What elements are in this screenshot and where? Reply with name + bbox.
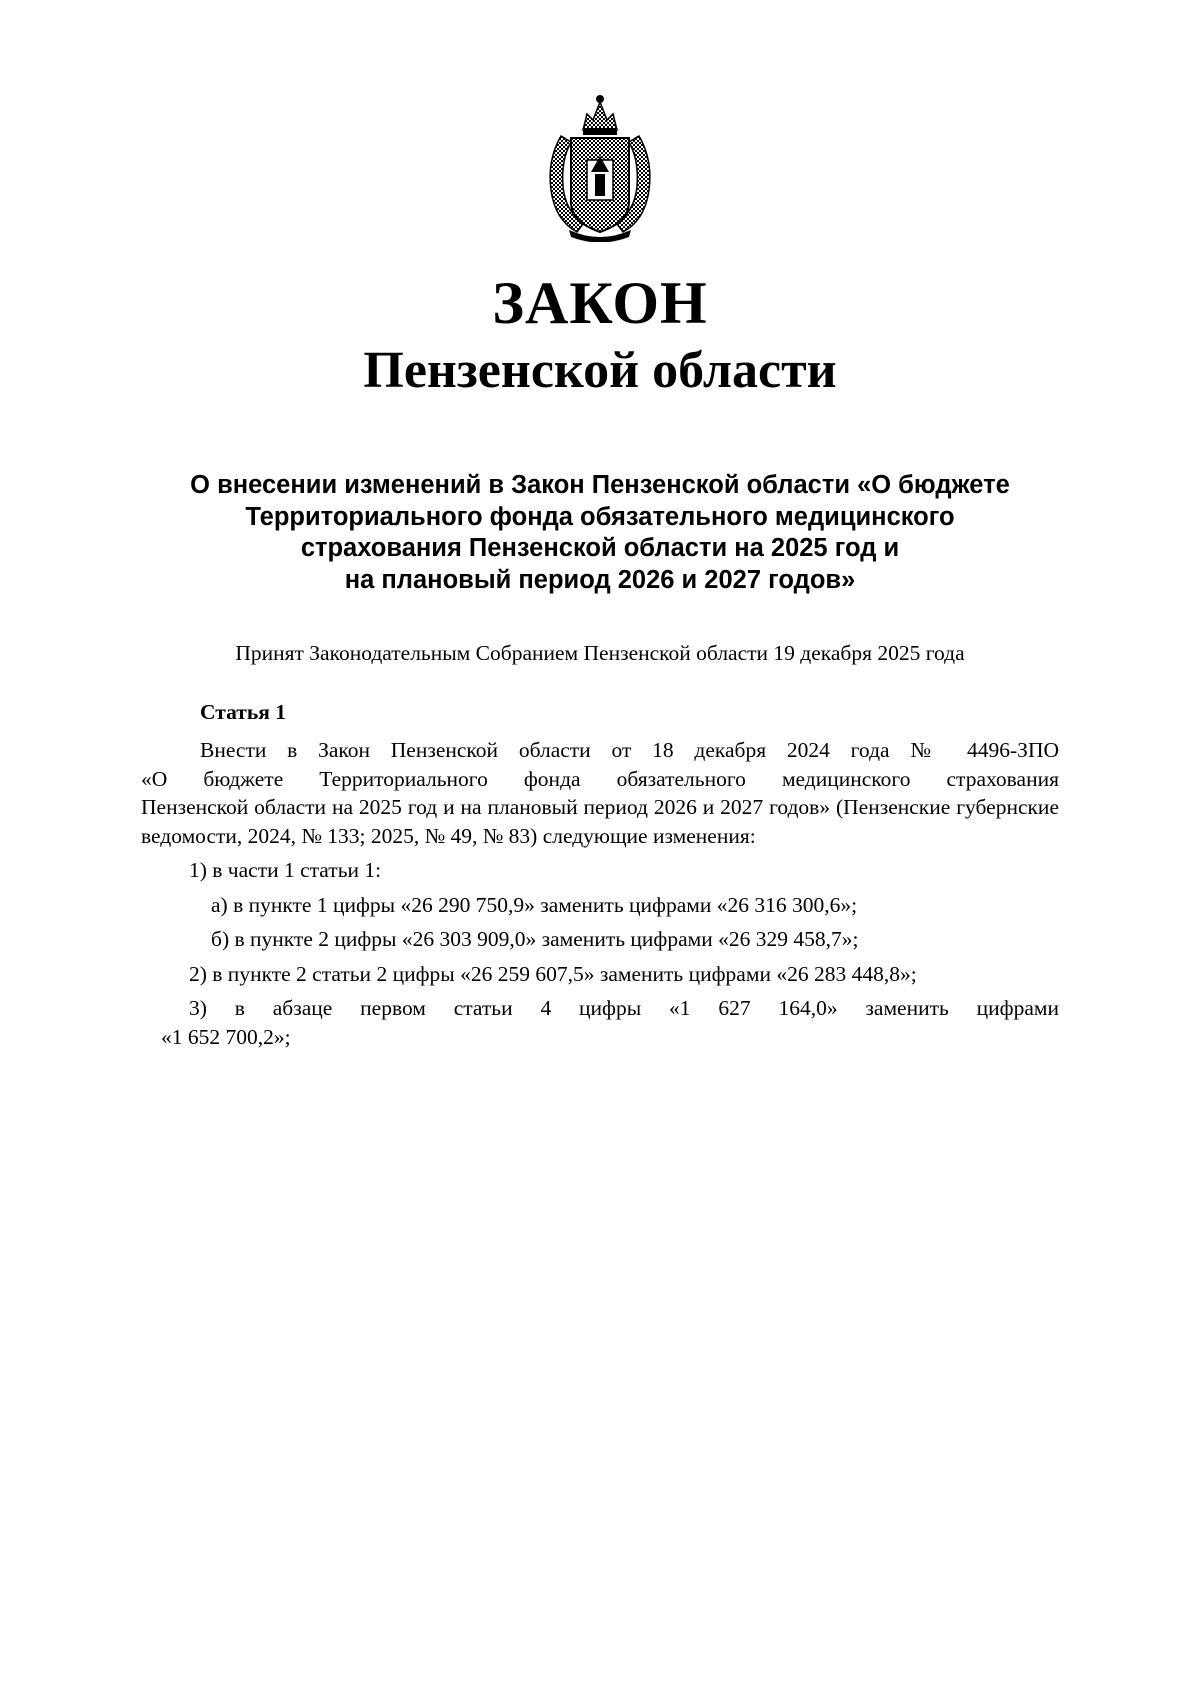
- amendment-item-1: 1) в части 1 статьи 1:: [189, 858, 382, 882]
- amendment-subitem-a: а) в пункте 1 цифры «26 290 750,9» заменить цифрами «26 316 300,6»;: [211, 892, 858, 917]
- region-title: Пензенской области: [363, 342, 837, 399]
- amendment-item-2: 2) в пункте 2 статьи 2 цифры «26 259 607,5» заменить цифрами «26 283 448,8»;: [189, 961, 917, 986]
- subject-line: О внесении изменений в Закон Пензенской области «О бюджете: [190, 471, 1010, 499]
- amendment-item-3: 3) в абзаце первом статьи 4 цифры «1 627 164,0» заменить цифрами: [189, 996, 1059, 1020]
- article-intro-line: «О бюджете Территориального фонда обязательного медицинского страхования: [141, 766, 1059, 791]
- document-type-title: ЗАКОН: [492, 270, 708, 336]
- subject-line: Территориального фонда обязательного медицинского: [245, 502, 955, 531]
- law-subject-title: [100, 470, 1100, 596]
- amendment-subitem-b: б) в пункте 2 цифры «26 303 909,0» заменить цифрами «26 329 458,7»;: [211, 927, 859, 951]
- article-heading: Статья 1: [200, 700, 286, 724]
- article-body: [141, 736, 1059, 1051]
- adoption-statement: Принят Законодательным Собранием Пензенской области 19 декабря 2025 года: [235, 641, 965, 665]
- article-intro-text: Пензенской области на 2025 год и на плановый период 2026 и 2027 годов» (Пензенские губернские ведомости, 2024, № 133; 2025, № 49, № 83) следующие изменения:: [141, 795, 1059, 848]
- amendment-item-3-cont: «1 652 700,2»;: [161, 1024, 291, 1049]
- subject-line: страхования Пензенской области на 2025 год и: [300, 534, 900, 562]
- subject-line: на плановый период 2026 и 2027 годов»: [344, 565, 856, 594]
- coat-of-arms-emblem: [543, 90, 657, 242]
- article-intro-line: Внести в Закон Пензенской области от 18 декабря 2024 года № 4496-ЗПО: [200, 738, 1059, 762]
